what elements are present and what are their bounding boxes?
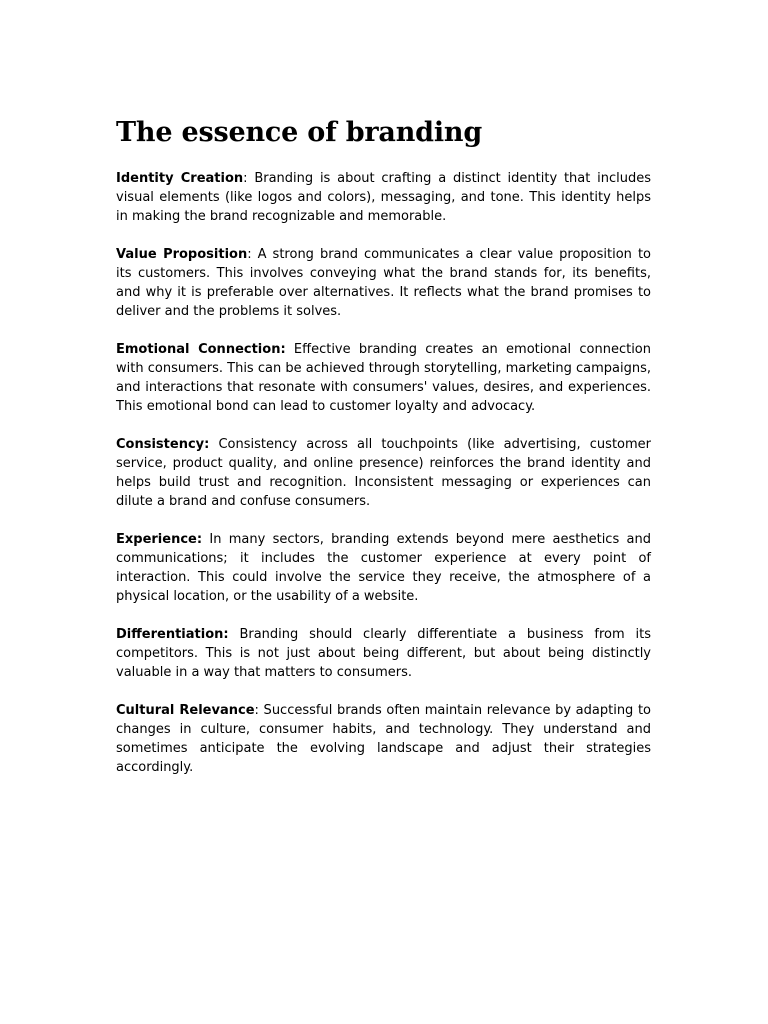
section-consistency (116, 435, 651, 511)
section-text: Branding is about crafting a distinct identity that includes visual elements (like logos and colors), messaging, and tone. This identity helps in making the brand recognizable and memorable. (116, 171, 651, 224)
section-separator: : (247, 247, 252, 262)
section-text: Branding should clearly differentiate a business from its competitors. This is not just about being different, but about being distinctly valuable in a way that matters to consumers. (116, 627, 651, 680)
section-term: Differentiation: (116, 627, 229, 642)
section-differentiation (116, 625, 651, 682)
section-experience (116, 530, 651, 606)
section-identity-creation (116, 169, 651, 226)
section-cultural-relevance (116, 701, 651, 777)
section-text: In many sectors, branding extends beyond mere aesthetics and communications; it includes the customer experience at every point of interaction. This could involve the service they receive, the atmosphere of a physical location, or the usability of a website. (116, 532, 651, 604)
page-title: The essence of branding (116, 117, 483, 148)
section-term: Experience: (116, 532, 203, 547)
section-term: Value Proposition (116, 247, 248, 262)
section-term: Identity Creation (116, 171, 244, 186)
section-text: Effective branding creates an emotional connection with consumers. This can be achieved through storytelling, marketing campaigns, and interactions that resonate with consumers' values, desires, and experiences. This emotional bond can lead to customer loyalty and advocacy. (116, 342, 652, 414)
section-text: Consistency across all touchpoints (like advertising, customer service, product quality, and online presence) reinforces the brand identity and helps build trust and recognition. Inconsistent messaging or experiences can dilute a brand and confuse consumers. (116, 437, 651, 509)
section-separator: : (254, 703, 259, 718)
section-term: Emotional Connection: (116, 342, 286, 357)
section-text: A strong brand communicates a clear value proposition to its customers. This involves conveying what the brand stands for, its benefits, and why it is preferable over alternatives. It reflects what the brand promises to deliver and the problems it solves. (116, 247, 651, 319)
section-emotional-connection (116, 340, 651, 416)
section-separator: : (243, 171, 248, 186)
section-text: Successful brands often maintain relevance by adapting to changes in culture, consumer habits, and technology. They understand and sometimes anticipate the evolving landscape and adjust their strategies accordingly. (116, 703, 651, 775)
document-page (116, 112, 651, 796)
section-term: Consistency: (116, 437, 210, 452)
section-term: Cultural Relevance (116, 703, 255, 718)
section-value-proposition (116, 245, 651, 321)
